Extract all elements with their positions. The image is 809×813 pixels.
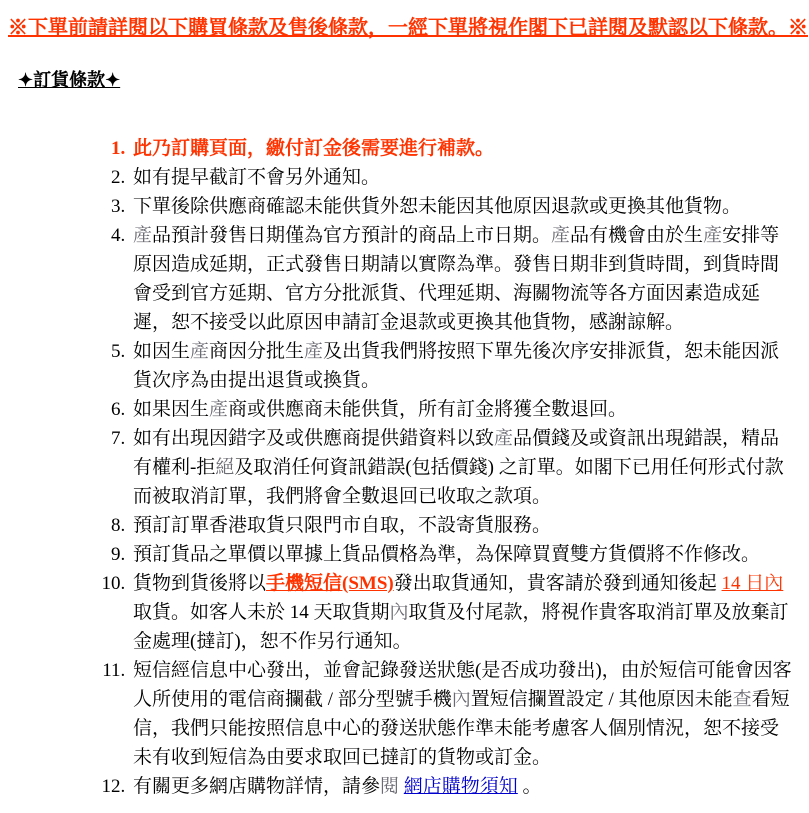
- term-text-segment: 商或供應商未能供貨，所有訂金將獲全數退回。: [228, 399, 628, 420]
- term-item: [130, 656, 797, 772]
- term-text-segment: 下單後除供應商確認未能供貨外恕未能因其他原因退款或更換其他貨物。: [133, 196, 742, 217]
- term-text-segment: 商因分批生: [209, 341, 305, 362]
- term-text-segment: 預訂訂單香港取貨只限門市自取，不設寄貨服務。: [133, 515, 552, 536]
- purchase-warning-header: ※下單前請詳閱以下購買條款及售後條款，一經下單將視作閣下已詳閱及默認以下條款。※: [8, 17, 808, 39]
- term-text-segment: 產: [190, 341, 210, 362]
- term-item: [130, 337, 797, 395]
- term-text-segment: 內: [389, 602, 409, 623]
- term-item: [130, 540, 797, 569]
- term-item: [130, 772, 797, 801]
- term-text-segment: 如因生: [133, 341, 191, 362]
- term-text-segment: 及取消任何資訊錯誤(包括價錢) 之訂單。如閣下已用任何形式付款而被取消訂單，我們將會全數退回已收取之款項。: [133, 457, 784, 507]
- term-text-segment: 取貨。如客人未於 14 天取貨期: [133, 602, 390, 623]
- order-terms-list: [8, 134, 797, 801]
- term-item: [130, 192, 797, 221]
- term-text-segment: 置短信攔置設定 / 其他原因未能: [470, 689, 733, 710]
- term-text-segment: 如有提早截訂不會另外通知。: [133, 167, 381, 188]
- term-text-segment: 。: [517, 776, 542, 797]
- shop-notice-link[interactable]: 網店購物須知: [403, 776, 518, 797]
- term-text-segment: 此乃訂購頁面，繳付訂金後需要進行補款。: [133, 138, 495, 159]
- term-text-segment: 短信經信息中心發出，並會記錄發送狀態(是否成功發出)，由於短信可能會因客人所使用的電信商攔截 / 部分型號手機: [133, 660, 792, 710]
- term-text-segment: 絕: [215, 457, 235, 478]
- term-text-segment: 品有機會由於生: [570, 225, 704, 246]
- term-text-segment: 看短信，我們只能按照信息中心的發送狀態作準未能考慮客人個別情況，恕不接受未有收到短信為由要求取回已撻訂的貨物或訂金。: [133, 689, 790, 768]
- term-text-segment: 查: [732, 689, 752, 710]
- term-text-segment: 安排等原因造成延期，正式發售日期請以實際為準。發售日期非到貨時間，到貨時間會受到官方延期、官方分批派貨、代理延期、海關物流等各方面因素造成延遲，恕不接受以此原因申請訂金退款或更換其他貨物，感謝諒解。: [133, 225, 780, 333]
- term-text-segment: 產: [494, 428, 514, 449]
- term-text-segment: 產: [551, 225, 571, 246]
- term-text-segment: 及出貨我們將按照下單先後次序安排派貨，恕未能因派貨次序為由提出退貨或換貨。: [133, 341, 780, 391]
- section-title-order-terms: ✦訂貨條款✦: [18, 70, 121, 90]
- term-text-segment: 預訂貨品之單價以單據上貨品價格為準，為保障買賣雙方貨價將不作修改。: [133, 544, 761, 565]
- term-text-segment: 品預計發售日期僅為官方預計的商品上市日期。: [152, 225, 552, 246]
- term-text-segment: 閱: [380, 776, 400, 797]
- term-item: [130, 424, 797, 511]
- term-text-segment: 手機短信(SMS): [266, 573, 394, 594]
- term-item: [130, 395, 797, 424]
- term-text-segment: 產: [703, 225, 723, 246]
- term-text-segment: 有關更多網店購物詳情，請參: [133, 776, 381, 797]
- term-text-segment: 如有出現因錯字及或供應商提供錯資料以致: [133, 428, 495, 449]
- term-item: [130, 569, 797, 656]
- term-item: [130, 511, 797, 540]
- term-text-segment: 產: [209, 399, 229, 420]
- term-text-segment: 14 日內: [721, 573, 784, 594]
- term-text-segment: 產: [304, 341, 324, 362]
- term-item: [130, 163, 797, 192]
- term-item: [130, 221, 797, 337]
- term-text-segment: 產: [133, 225, 153, 246]
- term-text-segment: 內: [451, 689, 471, 710]
- term-text-segment: 取貨及付尾款，將視作貴客取消訂單及放棄訂金處理(撻訂)，恕不作另行通知。: [133, 602, 789, 652]
- term-item: [130, 134, 797, 163]
- term-text-segment: 品價錢及或資訊出現錯誤，精品有權利-拒: [133, 428, 780, 478]
- term-text-segment: 貨物到貨後將以: [133, 573, 267, 594]
- term-text-segment: 如果因生: [133, 399, 210, 420]
- term-text-segment: 發出取貨通知，貴客請於發到通知後起: [393, 573, 722, 594]
